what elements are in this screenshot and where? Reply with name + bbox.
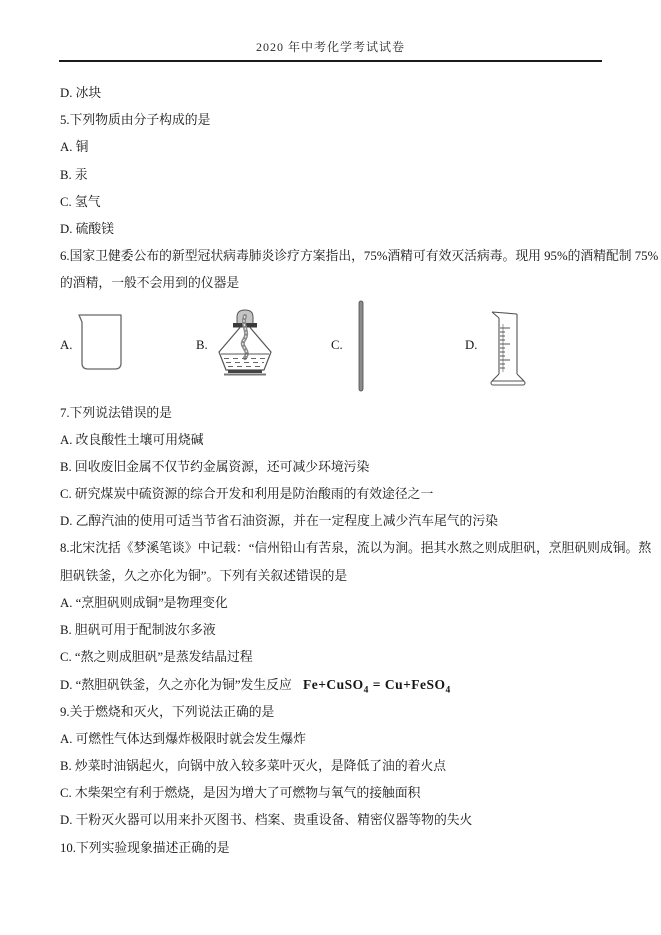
- question-5-option-d: D. 硫酸镁: [60, 221, 115, 236]
- question-7-option-a: A. 改良酸性土壤可用烧碱: [60, 432, 204, 447]
- question-8-option-d: [60, 671, 643, 698]
- question-7-option-d: D. 乙醇汽油的使用可适当节省石油资源，并在一定程度上减少汽车尾气的污染: [60, 514, 498, 529]
- question-5-option-b: B. 汞: [60, 167, 88, 182]
- question-5-option-a: A. 铜: [60, 140, 89, 155]
- question-6-stem-line2: 的酒精，一般不会用到的仪器是: [60, 276, 240, 291]
- question-8-option-b: B. 胆矾可用于配制波尔多液: [60, 623, 216, 637]
- instrument-label-a: A.: [60, 337, 73, 352]
- graduated-cylinder-icon: [489, 310, 527, 388]
- question-7-option-c: C. 研究煤炭中硫资源的综合开发和利用是防治酸雨的有效途径之一: [60, 487, 434, 502]
- question-10-stem: 10.下列实验现象描述正确的是: [60, 840, 230, 855]
- question-6-stem-line1: 6.国家卫健委公布的新型冠状病毒肺炎诊疗方案指出，75%酒精可有效灭活病毒。现用 95%的酒精配制 75%: [60, 249, 659, 264]
- beaker-icon: [77, 312, 125, 374]
- question-8-option-d-text: D. “熬胆矾铁釜，久之亦化为铜”发生反应: [60, 678, 292, 693]
- question-7-stem: 7.下列说法错误的是: [60, 405, 172, 420]
- question-8-stem-line1: 8.北宋沈括《梦溪笔谈》中记载：“信州铅山有苦泉，流以为涧。挹其水熬之则成胆矾，烹胆矾则成铜。熬: [60, 541, 652, 556]
- exam-content: [0, 62, 661, 862]
- question-5-stem: 5.下列物质由分子构成的是: [60, 113, 211, 128]
- question-5-option-c: C. 氢气: [60, 194, 101, 209]
- question-4-option-d: D. 冰块: [60, 86, 102, 100]
- question-8-option-c: C. “熬之则成胆矾”是蒸发结晶过程: [60, 650, 253, 665]
- question-6-instrument-row: [60, 298, 643, 400]
- page-header: [59, 0, 602, 62]
- question-8-option-a: A. “烹胆矾则成铜”是物理变化: [60, 595, 228, 610]
- question-9-stem: 9.关于燃烧和灭火，下列说法正确的是: [60, 704, 275, 719]
- question-9-option-a: A. 可燃性气体达到爆炸极限时就会发生爆炸: [60, 731, 306, 746]
- instrument-label-d: D.: [465, 337, 478, 352]
- chemical-equation: Fe+CuSO$_4$ = Cu+FeSO$_4$: [302, 677, 451, 697]
- glass-rod-icon: [358, 300, 364, 392]
- instrument-label-c: C.: [331, 337, 343, 352]
- page-title: 2020 年中考化学考试试卷: [255, 40, 405, 54]
- question-8-stem-line2: 胆矾铁釜，久之亦化为铜”。下列有关叙述错误的是: [60, 568, 348, 583]
- question-9-option-d: D. 干粉灭火器可以用来扑灭图书、档案、贵重设备、精密仪器等物的失火: [60, 813, 473, 828]
- question-7-option-b: B. 回收废旧金属不仅节约金属资源，还可减少环境污染: [60, 459, 370, 474]
- instrument-label-b: B.: [196, 337, 208, 352]
- question-9-option-c: C. 木柴架空有利于燃烧，是因为增大了可燃物与氧气的接触面积: [60, 786, 421, 801]
- alcohol-lamp-icon: [216, 308, 274, 380]
- question-9-option-b: B. 炒菜时油锅起火，向锅中放入较多菜叶灭火，是降低了油的着火点: [60, 758, 447, 773]
